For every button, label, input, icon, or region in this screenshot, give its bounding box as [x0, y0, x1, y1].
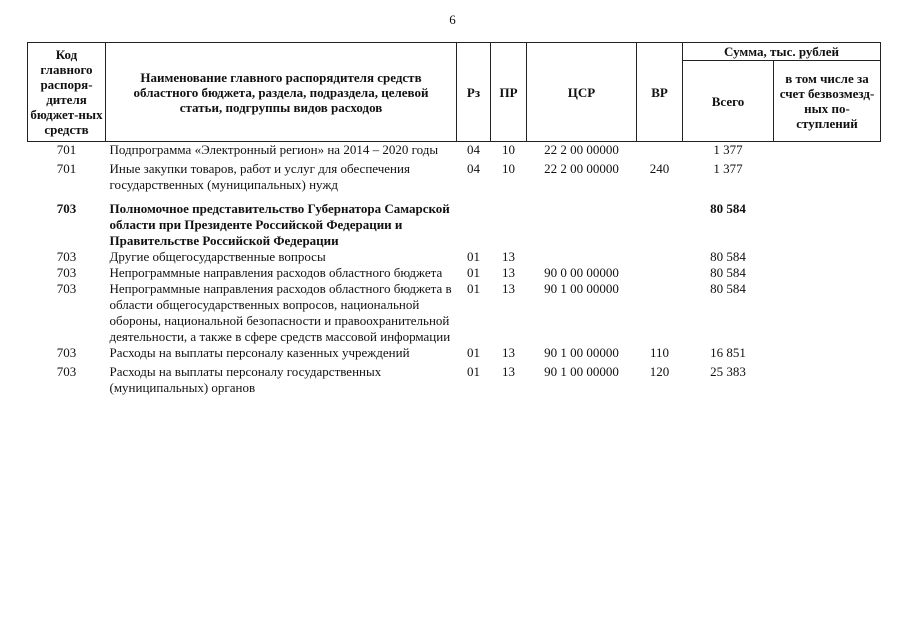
cell-free [774, 265, 881, 281]
cell-csr: 90 0 00 00000 [544, 265, 619, 280]
cell-code: 703 [56, 364, 77, 379]
header-vr: ВР [637, 43, 683, 142]
cell-rz: 01 [467, 265, 480, 280]
cell-pr [491, 193, 527, 249]
cell-csr: 90 1 00 00000 [544, 364, 619, 379]
header-total: Всего [683, 61, 774, 142]
cell-vr: 120 [649, 364, 670, 379]
cell-free [774, 193, 881, 249]
table-row [28, 158, 881, 193]
cell-csr [527, 193, 637, 249]
cell-total: 1 377 [713, 142, 743, 157]
table-row [28, 265, 881, 281]
cell-rz: 01 [467, 364, 480, 379]
table-row [28, 249, 881, 265]
table-row [28, 361, 881, 396]
cell-rz: 01 [467, 249, 480, 264]
header-pr: ПР [491, 43, 527, 142]
cell-code: 701 [56, 161, 77, 176]
cell-rz: 04 [467, 142, 480, 157]
cell-total: 80 584 [710, 249, 746, 264]
cell-pr: 13 [502, 265, 515, 280]
cell-pr: 13 [502, 281, 515, 296]
table-body [28, 142, 881, 397]
cell-csr: 90 1 00 00000 [544, 281, 619, 296]
header-free: в том числе за счет безвозмезд-ных по-ступлений [774, 61, 881, 142]
cell-vr [637, 265, 683, 281]
table-row [28, 281, 881, 345]
cell-total: 1 377 [713, 161, 743, 176]
cell-pr: 13 [502, 345, 515, 360]
page-number: 6 [449, 12, 456, 27]
cell-csr: 22 2 00 00000 [544, 161, 619, 176]
cell-vr [637, 142, 683, 159]
cell-vr [637, 281, 683, 345]
header-name: Наименование главного распорядителя средств областного бюджета, раздела, подраздела, целевой статьи, подгруппы видов расходов [106, 43, 457, 142]
cell-rz [457, 193, 491, 249]
cell-total: 80 584 [710, 265, 746, 280]
cell-free [774, 142, 881, 159]
cell-name: Непрограммные направления расходов областного бюджета в области общегосударственных вопросов, национальной обороны, национальной безопасности и правоохранительной деятельности, а также в сфере средств массовой информации [109, 281, 452, 344]
cell-free [774, 249, 881, 265]
table-row [28, 193, 881, 249]
table-header [28, 43, 881, 142]
cell-code: 701 [56, 142, 77, 157]
cell-csr: 22 2 00 00000 [544, 142, 619, 157]
cell-rz: 01 [467, 345, 480, 360]
cell-name: Подпрограмма «Электронный регион» на 2014 – 2020 годы [109, 142, 439, 157]
cell-free [774, 345, 881, 361]
cell-code: 703 [56, 345, 77, 360]
cell-pr: 10 [502, 142, 515, 157]
cell-code: 703 [56, 281, 77, 296]
header-csr: ЦСР [527, 43, 637, 142]
cell-code: 703 [56, 265, 77, 280]
cell-name: Расходы на выплаты персоналу казенных учреждений [109, 345, 410, 360]
cell-code: 703 [56, 249, 77, 264]
cell-free [774, 158, 881, 193]
cell-total: 80 584 [710, 281, 746, 296]
cell-csr: 90 1 00 00000 [544, 345, 619, 360]
cell-name: Другие общегосударственные вопросы [109, 249, 326, 264]
table-row [28, 142, 881, 159]
cell-name: Полномочное представительство Губернатора Самарской области при Президенте Российской Федерации и Правительстве Российской Федерации [109, 201, 450, 248]
cell-total: 80 584 [710, 201, 746, 216]
cell-rz: 01 [467, 281, 480, 296]
cell-rz: 04 [467, 161, 480, 176]
cell-csr [527, 249, 637, 265]
cell-total: 25 383 [710, 364, 746, 379]
header-rz: Рз [457, 43, 491, 142]
cell-free [774, 281, 881, 345]
header-code: Код главного распоря-дителя бюджет-ных средств [28, 43, 106, 142]
cell-name: Непрограммные направления расходов областного бюджета [109, 265, 443, 280]
cell-free [774, 361, 881, 396]
cell-total: 16 851 [710, 345, 746, 360]
cell-name: Расходы на выплаты персоналу государственных (муниципальных) органов [109, 364, 382, 395]
cell-vr [637, 249, 683, 265]
cell-vr: 240 [649, 161, 670, 176]
cell-pr: 13 [502, 364, 515, 379]
cell-vr: 110 [649, 345, 670, 360]
cell-code: 703 [56, 201, 77, 216]
table-row [28, 345, 881, 361]
cell-pr: 13 [502, 249, 515, 264]
cell-pr: 10 [502, 161, 515, 176]
cell-vr [637, 193, 683, 249]
cell-name: Иные закупки товаров, работ и услуг для обеспечения государственных (муниципальных) нужд [109, 161, 410, 192]
budget-table [27, 42, 881, 396]
header-sum-group: Сумма, тыс. рублей [683, 43, 881, 61]
